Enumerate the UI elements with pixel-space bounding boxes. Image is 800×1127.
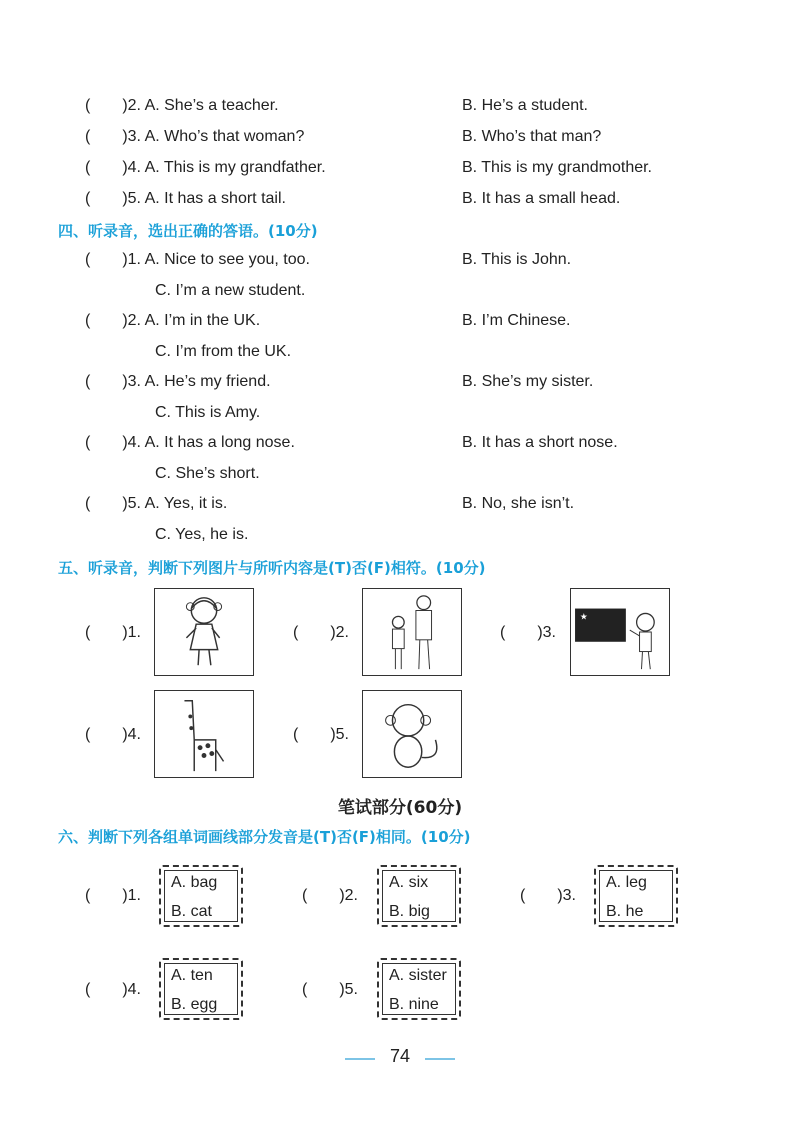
- word-pair-box: [159, 958, 243, 1020]
- item-label: ( )3.: [520, 887, 577, 904]
- girl-picture: [154, 588, 254, 676]
- flag-and-boy-picture: [570, 588, 670, 676]
- item-label: ( )5.: [302, 981, 359, 998]
- word-pair-box: [377, 865, 461, 927]
- option-b: B. It has a small head.: [462, 190, 621, 207]
- question-text: ( )4. A. This is my grandfather.: [85, 159, 326, 176]
- giraffe-picture: [154, 690, 254, 778]
- section-heading: 六、判断下列各组单词画线部分发音是(T)否(F)相同。(10分): [58, 828, 471, 846]
- monkey-picture: [362, 690, 462, 778]
- option-b: B. This is John.: [462, 251, 572, 268]
- picture-label: ( )1.: [85, 624, 142, 641]
- word-a: A. leg: [606, 874, 647, 891]
- option-c: C. She’s short.: [155, 465, 260, 482]
- picture-label: ( )2.: [293, 624, 350, 641]
- option-b: B. No, she isn’t.: [462, 495, 575, 512]
- word-a: A. sister: [389, 967, 447, 984]
- item-label: ( )1.: [85, 887, 142, 904]
- option-b: B. It has a short nose.: [462, 434, 618, 451]
- page-number-rule-right: [425, 1058, 455, 1060]
- picture-label: ( )3.: [500, 624, 557, 641]
- question-text: ( )3. A. Who’s that woman?: [85, 128, 305, 145]
- option-b: B. He’s a student.: [462, 97, 588, 114]
- question-text: ( )2. A. She’s a teacher.: [85, 97, 279, 114]
- word-b: B. egg: [171, 996, 218, 1013]
- question-text: ( )2. A. I’m in the UK.: [85, 312, 261, 329]
- section-heading: 四、听录音，选出正确的答语。(10分): [58, 222, 318, 240]
- boy-and-man-picture: [362, 588, 462, 676]
- word-a: A. six: [389, 874, 429, 891]
- written-part-title: 笔试部分(60分): [337, 798, 463, 818]
- word-b: B. he: [606, 903, 644, 920]
- word-pair-box: [377, 958, 461, 1020]
- word-b: B. nine: [389, 996, 439, 1013]
- question-text: ( )3. A. He’s my friend.: [85, 373, 271, 390]
- section-heading: 五、听录音，判断下列图片与所听内容是(T)否(F)相符。(10分): [58, 559, 486, 577]
- question-text: ( )4. A. It has a long nose.: [85, 434, 295, 451]
- option-b: B. This is my grandmother.: [462, 159, 652, 176]
- word-b: B. big: [389, 903, 430, 920]
- option-b: B. She’s my sister.: [462, 373, 594, 390]
- question-text: ( )1. A. Nice to see you, too.: [85, 251, 310, 268]
- picture-label: ( )4.: [85, 726, 142, 743]
- option-c: C. I’m from the UK.: [155, 343, 292, 360]
- item-label: ( )4.: [85, 981, 142, 998]
- option-c: C. This is Amy.: [155, 404, 261, 421]
- word-a: A. ten: [171, 967, 213, 984]
- option-b: B. Who’s that man?: [462, 128, 602, 145]
- word-a: A. bag: [171, 874, 218, 891]
- item-label: ( )2.: [302, 887, 359, 904]
- word-pair-box: [594, 865, 678, 927]
- question-text: ( )5. A. Yes, it is.: [85, 495, 228, 512]
- svg-text:★: ★: [579, 612, 588, 623]
- option-b: B. I’m Chinese.: [462, 312, 571, 329]
- page-number: 74: [389, 1046, 411, 1066]
- word-b: B. cat: [171, 903, 212, 920]
- question-text: ( )5. A. It has a short tail.: [85, 190, 286, 207]
- picture-label: ( )5.: [293, 726, 350, 743]
- option-c: C. Yes, he is.: [155, 526, 249, 543]
- word-pair-box: [159, 865, 243, 927]
- option-c: C. I’m a new student.: [155, 282, 306, 299]
